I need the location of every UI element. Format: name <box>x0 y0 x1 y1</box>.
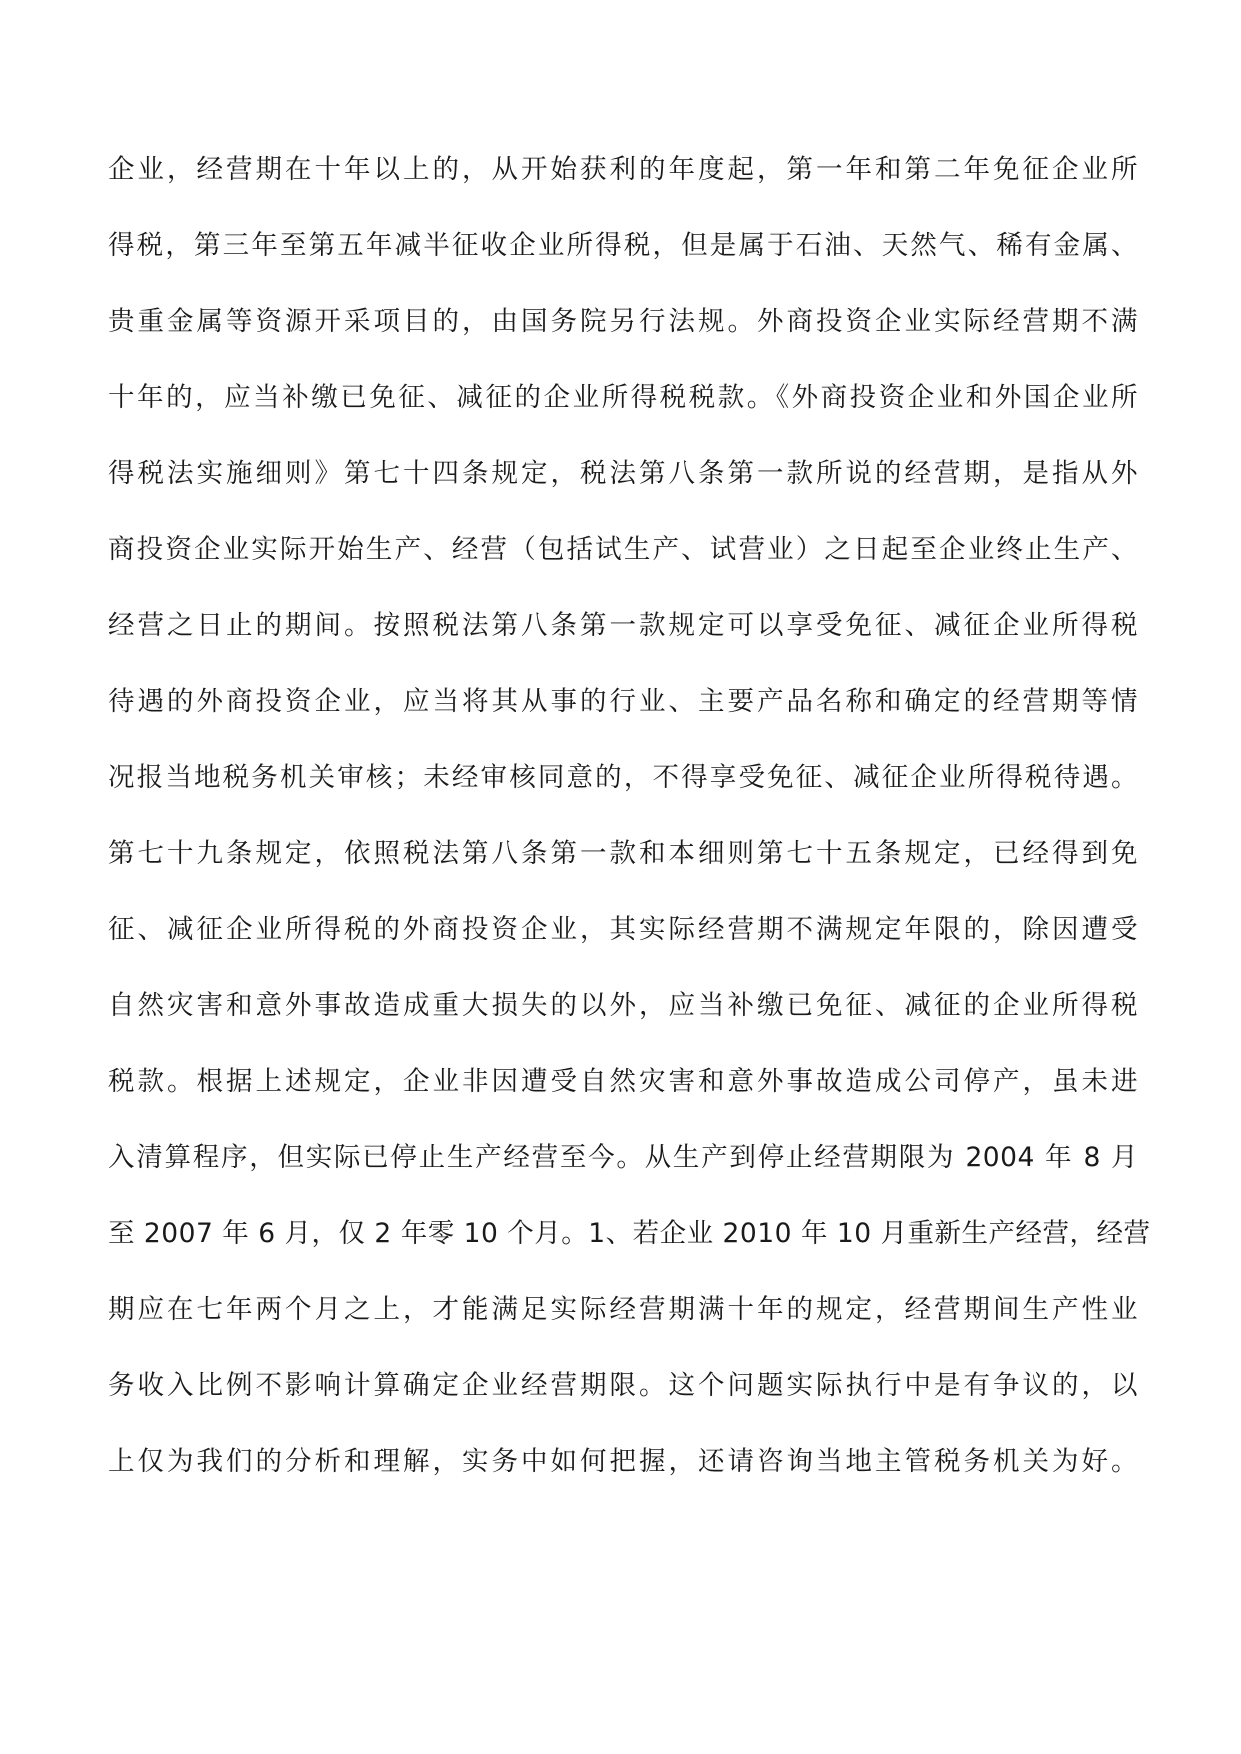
paragraph-line: 自然灾害和意外事故造成重大损失的以外，应当补缴已免征、减征的企业所得税 <box>108 990 1138 1021</box>
paragraph-line: 十年的，应当补缴已免征、减征的企业所得税税款。《外商投资企业和外国企业所 <box>108 382 1138 413</box>
paragraph-line: 征、减征企业所得税的外商投资企业，其实际经营期不满规定年限的，除因遭受 <box>108 914 1138 945</box>
paragraph-line: 得税，第三年至第五年减半征收企业所得税，但是属于石油、天然气、稀有金属、 <box>108 230 1138 261</box>
paragraph-line: 入清算程序，但实际已停止生产经营至今。从生产到停止经营期限为 2004 年 8 月 <box>108 1142 1138 1173</box>
paragraph-line: 至 2007 年 6 月，仅 2 年零 10 个月。1、若企业 2010 年 10 月重新生产经营，经营 <box>108 1218 1151 1249</box>
paragraph-line: 期应在七年两个月之上，才能满足实际经营期满十年的规定，经营期间生产性业 <box>108 1294 1138 1325</box>
paragraph-line: 务收入比例不影响计算确定企业经营期限。这个问题实际执行中是有争议的，以 <box>108 1370 1138 1401</box>
paragraph-line: 企业，经营期在十年以上的，从开始获利的年度起，第一年和第二年免征企业所 <box>108 154 1138 185</box>
paragraph-line: 况报当地税务机关审核；未经审核同意的，不得享受免征、减征企业所得税待遇。 <box>108 762 1138 793</box>
paragraph-line: 上仅为我们的分析和理解，实务中如何把握，还请咨询当地主管税务机关为好。 <box>108 1446 1138 1477</box>
paragraph-line: 税款。根据上述规定，企业非因遭受自然灾害和意外事故造成公司停产，虽未进 <box>108 1066 1138 1097</box>
paragraph-line: 商投资企业实际开始生产、经营（包括试生产、试营业）之日起至企业终止生产、 <box>108 534 1138 565</box>
paragraph-line: 待遇的外商投资企业，应当将其从事的行业、主要产品名称和确定的经营期等情 <box>108 686 1138 717</box>
paragraph-line: 得税法实施细则》第七十四条规定，税法第八条第一款所说的经营期，是指从外 <box>108 458 1138 489</box>
paragraph-line: 贵重金属等资源开采项目的，由国务院另行法规。外商投资企业实际经营期不满 <box>108 306 1138 337</box>
paragraph-line: 经营之日止的期间。按照税法第八条第一款规定可以享受免征、减征企业所得税 <box>108 610 1138 641</box>
paragraph-line: 第七十九条规定，依照税法第八条第一款和本细则第七十五条规定，已经得到免 <box>108 838 1138 869</box>
